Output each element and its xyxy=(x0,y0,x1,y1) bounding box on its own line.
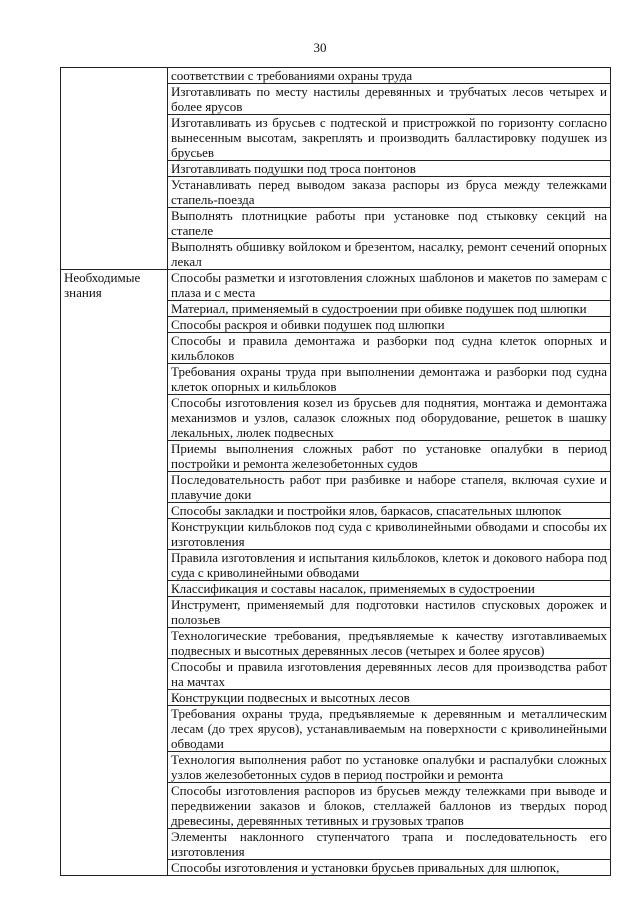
requirement-text: Инструмент, применяемый для подготовки настилов спусковых дорожек и полозьев xyxy=(168,597,611,628)
requirement-text: Способы разметки и изготовления сложных шаблонов и макетов по замерам с плаза и с места xyxy=(168,270,611,301)
requirement-text: Классификация и составы насалок, применяемых в судостроении xyxy=(168,581,611,597)
requirement-text: Способы и правила изготовления деревянных лесов для производства работ на мачтах xyxy=(168,659,611,690)
requirement-text: соответствии с требованиями охраны труда xyxy=(168,68,611,84)
requirement-text: Конструкции кильблоков под суда с криволинейными обводами и способы их изготовления xyxy=(168,519,611,550)
requirement-text: Способы раскроя и обивки подушек под шлюпки xyxy=(168,317,611,333)
requirement-text: Способы изготовления козел из брусьев для поднятия, монтажа и демонтажа механизмов и узлов, салазок сложных под оборудование, решеток в шашку лекальных, люлек подвесных xyxy=(168,395,611,441)
requirements-table xyxy=(60,67,611,876)
section-label-cell xyxy=(61,68,168,270)
requirement-text: Изготавливать по месту настилы деревянных и трубчатых лесов четырех и более ярусов xyxy=(168,84,611,115)
page-number: 30 xyxy=(313,40,327,55)
requirement-text: Элементы наклонного ступенчатого трапа и последовательность его изготовления xyxy=(168,829,611,860)
section-label-cell: Необходимые знания xyxy=(61,270,168,876)
table-row xyxy=(61,270,611,301)
requirement-text: Требования охраны труда, предъявляемые к деревянным и металлическим лесам (до трех ярусов), устанавливаемым на поверхности с криволинейными обводами xyxy=(168,706,611,752)
requirement-text: Последовательность работ при разбивке и наборе стапеля, включая сухие и плавучие доки xyxy=(168,472,611,503)
requirement-text: Способы закладки и постройки ялов, баркасов, спасательных шлюпок xyxy=(168,503,611,519)
requirement-text: Конструкции подвесных и высотных лесов xyxy=(168,690,611,706)
requirement-text: Правила изготовления и испытания кильблоков, клеток и докового набора под суда с криволинейными обводами xyxy=(168,550,611,581)
requirement-text: Изготавливать из брусьев с подтеской и пристрожкой по горизонту согласно вынесенным высотам, закреплять и производить балластировку подушек из брусьев xyxy=(168,115,611,161)
requirement-text: Технология выполнения работ по установке опалубки и распалубки сложных узлов железобетонных судов в период постройки и ремонта xyxy=(168,752,611,783)
requirement-text: Способы изготовления распоров из брусьев между тележками при выводе и передвижении заказов и блоков, стеллажей баллонов из твердых пород древесины, деревянных тетивных и грузовых трапов xyxy=(168,783,611,829)
table-row xyxy=(61,68,611,84)
requirement-text: Устанавливать перед выводом заказа распоры из бруса между тележками стапель-поезда xyxy=(168,177,611,208)
requirement-text: Способы изготовления и установки брусьев привальных для шлюпок, xyxy=(168,860,611,876)
requirement-text: Материал, применяемый в судостроении при обивке подушек под шлюпки xyxy=(168,301,611,317)
requirement-text: Способы и правила демонтажа и разборки под судна клеток опорных и кильблоков xyxy=(168,333,611,364)
requirement-text: Выполнять плотницкие работы при установке под стыковку секций на стапеле xyxy=(168,208,611,239)
requirement-text: Требования охраны труда при выполнении демонтажа и разборки под судна клеток опорных и кильблоков xyxy=(168,364,611,395)
requirement-text: Приемы выполнения сложных работ по установке опалубки в период постройки и ремонта железобетонных судов xyxy=(168,441,611,472)
requirement-text: Выполнять обшивку войлоком и брезентом, насалку, ремонт сечений опорных лекал xyxy=(168,239,611,270)
requirement-text: Изготавливать подушки под троса понтонов xyxy=(168,161,611,177)
requirements-table-body xyxy=(61,68,611,876)
requirement-text: Технологические требования, предъявляемые к качеству изготавливаемых подвесных и высотных деревянных лесов (четырех и более ярусов) xyxy=(168,628,611,659)
